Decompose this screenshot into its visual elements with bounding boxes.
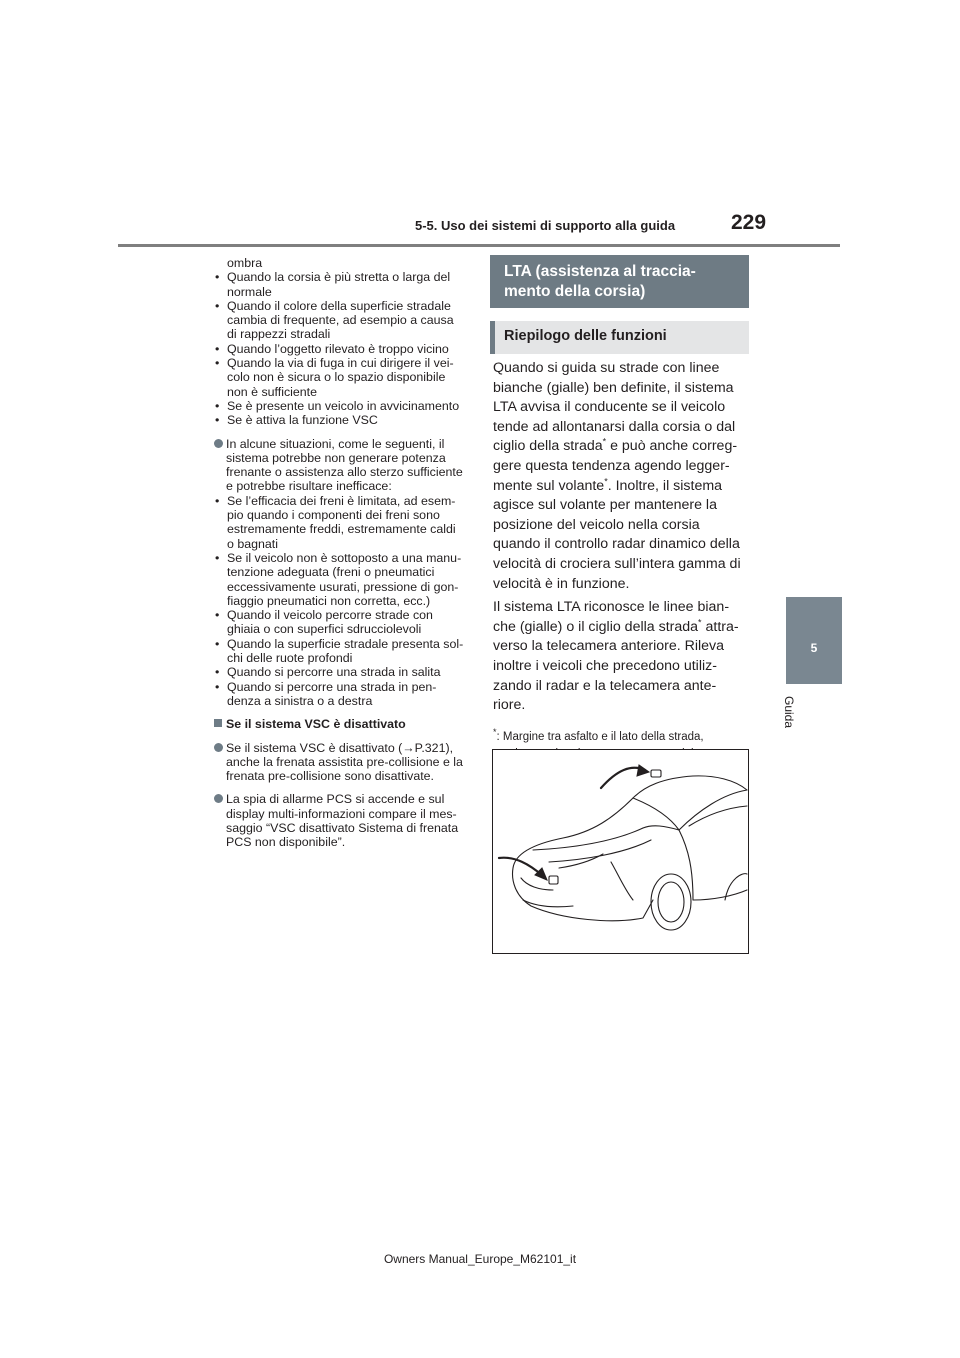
list-item: • Se il veicolo non è sottoposto a una manu- tenzione adeguata (freni o pneumatici eccessivamente usurati, pressione di gon- fiaggio pneumatici non corretta, ecc.) bbox=[214, 551, 474, 608]
car-sensor-diagram bbox=[493, 750, 748, 953]
note-paragraph: Se il sistema VSC è disattivato (→P.321), anche la frenata assistita pre-collisione e la frenata pre-collisione sono disattivate. bbox=[214, 741, 474, 784]
chapter-number: 5 bbox=[810, 641, 818, 655]
continued-text: ombra bbox=[227, 256, 263, 270]
section-banner bbox=[490, 255, 749, 308]
list-item: • Quando la corsia è più stretta o larga del normale bbox=[214, 270, 474, 299]
header-divider bbox=[118, 244, 840, 247]
bullet-circle-icon bbox=[214, 439, 223, 448]
list-item: • Quando la via di fuga in cui dirigere il vei- colo non è sicura o lo spazio disponibile non è sufficiente bbox=[214, 356, 474, 399]
body-text bbox=[493, 359, 755, 720]
note-paragraph: La spia di allarme PCS si accende e sul display multi-informazioni compare il mes- saggio “VSC disattivato Sistema di frenata PCS non disponibile”. bbox=[214, 792, 474, 849]
subheading: Se il sistema VSC è disattivato bbox=[214, 717, 474, 731]
list-item: • Se è presente un veicolo in avvicinamento bbox=[214, 399, 474, 413]
paragraph: Quando si guida su strade con linee bianche (gialle) ben definite, il sistema LTA avvisa il conducente se il veicolo tende ad allontanarsi dalla corsia o dal ciglio della strada* e può anche correg- gere questa tendenza agendo legger- mente sul volante*. Inoltre, il sistema agisce sul volante per mantenere la posizione del veicolo nella corsia quando il controllo radar dinamico della velocità di crociera sull’intera gamma di velocità è in funzione. bbox=[493, 360, 741, 592]
subsection-accent bbox=[490, 321, 495, 354]
vehicle-illustration bbox=[492, 749, 749, 954]
footnote: *: Margine tra asfalto e il lato della strada, bbox=[493, 727, 704, 743]
banner-line: mento della corsia) bbox=[504, 283, 646, 300]
chapter-label-text: Guida bbox=[782, 696, 796, 729]
list-item: • Quando la superficie stradale presenta sol- chi delle ruote profondi bbox=[214, 637, 474, 666]
banner-line: LTA (assistenza al traccia- bbox=[504, 263, 696, 280]
list-item: • Quando il veicolo percorre strade con ghiaia o con superfici sdrucciolevoli bbox=[214, 608, 474, 637]
page-number: 229 bbox=[731, 211, 767, 234]
paragraph: Il sistema LTA riconosce le linee bian- che (gialle) o il ciglio della strada* attra- verso la telecamera anteriore. Rileva inoltre i veicoli che precedono utiliz- zando il radar e la telecamera ante- riore. bbox=[493, 599, 739, 714]
chapter-label bbox=[782, 696, 800, 756]
section-title: 5-5. Uso dei sistemi di supporto alla guida bbox=[415, 218, 676, 233]
list-item: • Quando si percorre una strada in pen- denza a sinistra o a destra bbox=[214, 680, 474, 709]
bullet-circle-icon bbox=[214, 743, 223, 752]
subsection-header bbox=[490, 321, 749, 354]
left-column bbox=[214, 256, 474, 850]
list-item: • Quando il colore della superficie stradale cambia di frequente, ad esempio a causa di rappezzi stradali bbox=[214, 299, 474, 342]
list-item: • Se è attiva la funzione VSC bbox=[214, 413, 474, 427]
footer-text: Owners Manual_Europe_M62101_it bbox=[383, 1252, 577, 1266]
list-item: • Quando l’oggetto rilevato è troppo vicino bbox=[214, 342, 474, 356]
bullet-circle-icon bbox=[214, 794, 223, 803]
bullet-square-icon bbox=[214, 719, 222, 727]
list-item: • Se l’efficacia dei freni è limitata, ad esem- pio quando i componenti dei freni sono estremamente freddi, estremamente caldi o bagnati bbox=[214, 494, 474, 551]
note-paragraph: In alcune situazioni, come le seguenti, il sistema potrebbe non generare potenza frenante o assistenza allo sterzo sufficiente e potrebbe risultare inefficace: bbox=[214, 437, 474, 494]
chapter-tab bbox=[786, 597, 842, 684]
list-item: • Quando si percorre una strada in salita bbox=[214, 665, 474, 679]
subsection-title: Riepilogo delle funzioni bbox=[504, 328, 667, 344]
